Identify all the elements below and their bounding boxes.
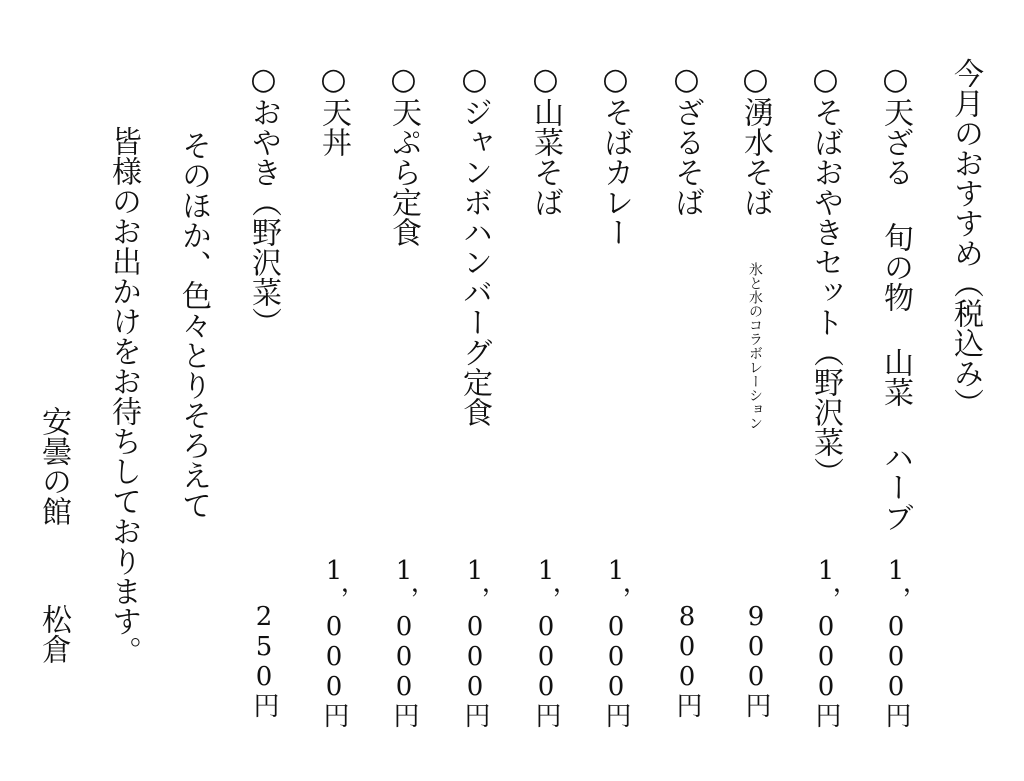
price-oyaki: 250円 [249,602,279,718]
menu-item-soba-oyaki-set: ○そばおやきセット（野沢菜） [808,62,843,487]
menu-item-yusui-soba-note: 氷と水のコラボレーション [747,262,763,430]
shop-owner: 松倉 [36,604,71,664]
menu-item-tenzaru: ○天ざる 旬の物 山菜 ハーブ [878,62,913,532]
menu-item-yusui-soba: ○湧水そば [738,62,773,217]
price-tendon: 1，000円 [319,556,349,728]
menu-item-oyaki: ○おやき（野沢菜） [246,62,281,337]
menu-item-soba-curry: ○そばカレー [598,62,633,247]
menu-item-jumbo-hamburg: ○ジャンボハンバーグ定食 [457,62,492,427]
price-jumbo-hamburg: 1，000円 [460,556,490,728]
price-zaru-soba: 800円 [672,602,702,718]
closing-line-2: 皆様のお出かけをお待ちしております。 [106,126,141,666]
price-soba-curry: 1，000円 [601,556,631,728]
menu-item-tendon: ○天丼 [316,62,351,157]
price-sansai-soba: 1，000円 [531,556,561,728]
menu-item-sansai-soba: ○山菜そば [528,62,563,217]
price-tenzaru: 1，000円 [881,556,911,728]
menu-title: 今月のおすすめ（税込み） [948,58,983,418]
price-yusui-soba: 900円 [741,602,771,718]
menu-item-zaru-soba: ○ざるそば [669,62,704,217]
shop-name: 安曇の館 [36,406,71,526]
price-soba-oyaki-set: 1，000円 [811,556,841,728]
closing-line-1: そのほか、色々とりそろえて [176,130,211,520]
price-tempura-teishoku: 1，000円 [389,556,419,728]
menu-item-tempura-teishoku: ○天ぷら定食 [386,62,421,247]
